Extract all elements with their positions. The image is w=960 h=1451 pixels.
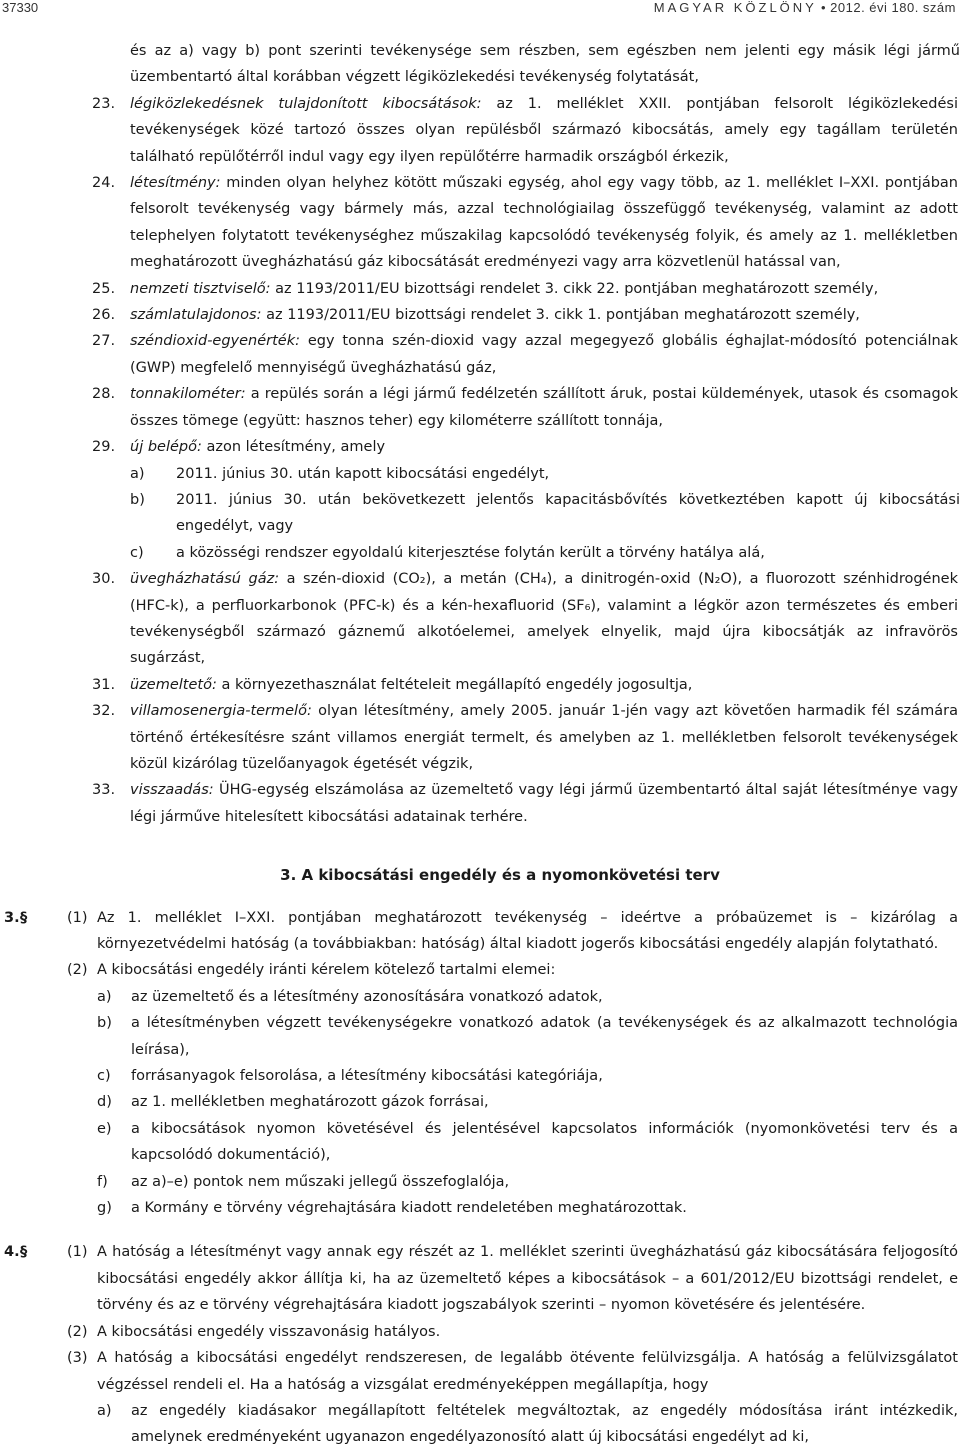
- list-label: d): [97, 1094, 112, 1111]
- list-item: [0, 1010, 960, 1063]
- paragraph-index: (1): [67, 909, 88, 926]
- definition-number: 24.: [92, 175, 116, 192]
- definition-text: ÜHG-egység elszámolása az üzemeltető vagy légi jármű üzembentartó által saját létesítménye vagy légi járműve hitelesített kibocsátási adatainak terhére.: [130, 782, 958, 825]
- journal-name: MAGYAR KÖZLÖNY: [653, 0, 817, 15]
- definition-item: [0, 276, 960, 302]
- section-3: [0, 905, 960, 1222]
- list-label: a): [97, 988, 112, 1005]
- definition-item: [0, 381, 960, 434]
- list-label: e): [97, 1120, 112, 1137]
- definition-number: 31.: [92, 676, 116, 693]
- paragraph-index: (2): [67, 1323, 88, 1340]
- definition-item: [0, 302, 960, 328]
- paragraph-text: A hatóság a létesítményt vagy annak egy részét az 1. melléklet szerinti üvegházhatású gáz kibocsátására feljogosító kibocsátási engedély akkor állítja ki, ha az üzemeltető képes a kibocsátások – a 601/2012/EU bizottsági rendelet, e törvény és az e törvény végrehajtására kiadott jogszabályok szerinti – nyomon követésére és jelentésére.: [97, 1244, 958, 1314]
- definition-term: légiközlekedésnek tulajdonított kibocsátások:: [130, 95, 482, 112]
- paragraph-index: (3): [67, 1350, 88, 1367]
- list-item: [0, 1063, 960, 1089]
- section-4-paragraph-3: [0, 1345, 960, 1398]
- definition-number: 30.: [92, 571, 116, 588]
- list-label: b): [97, 1015, 112, 1032]
- definition-term: létesítmény:: [130, 175, 221, 192]
- definition-term: széndioxid-egyenérték:: [130, 333, 301, 350]
- list-item: [0, 1169, 960, 1195]
- page-number: 37330: [2, 0, 39, 15]
- list-label: a): [97, 1402, 112, 1419]
- definition-item: [0, 566, 960, 672]
- sublist-label: a): [130, 465, 145, 482]
- list-item: [0, 1195, 960, 1221]
- list-text: az üzemeltető és a létesítmény azonosítására vonatkozó adatok,: [131, 988, 603, 1005]
- definition-item: [0, 698, 960, 777]
- section-3-paragraph-1: [0, 905, 960, 958]
- sublist-text: 2011. június 30. után bekövetkezett jelentős kapacitásbővítés következtében kapott új kibocsátási engedélyt, vagy: [176, 491, 960, 535]
- section-spacer: [0, 1221, 960, 1239]
- definition-item: [0, 672, 960, 698]
- journal-title: [654, 0, 956, 15]
- journal-issue: • 2012. évi 180. szám: [820, 0, 956, 15]
- list-label: f): [97, 1173, 108, 1190]
- definition-number: 26.: [92, 307, 116, 324]
- section-sign: §: [20, 1244, 28, 1261]
- section-4-paragraph-2: [0, 1319, 960, 1345]
- sublist-text: a közösségi rendszer egyoldalú kiterjesztése folytán került a törvény hatálya alá,: [176, 544, 765, 561]
- sublist-item: [0, 540, 960, 566]
- paragraph-index: (2): [67, 962, 88, 979]
- list-item: [0, 1398, 960, 1451]
- definition-term: visszaadás:: [130, 782, 214, 799]
- chapter-heading: 3. A kibocsátási engedély és a nyomonkövetési terv: [280, 866, 720, 885]
- sublist-item: [0, 487, 960, 540]
- list-text: az a)–e) pontok nem műszaki jellegű összefoglalója,: [131, 1173, 510, 1190]
- paragraph-text: A kibocsátási engedély visszavonásig hatályos.: [97, 1323, 441, 1340]
- document-body: [0, 38, 960, 1451]
- list-item: [0, 1116, 960, 1169]
- definition-text: a szén-dioxid (CO₂), a metán (CH₄), a dinitrogén-oxid (N₂O), a fluorozott szénhidrogének (HFC-k), a perfluorkarbonok (PFC-k) és a kén-hexafluorid (SF₆), valamint a légkör azon természetes és emberi tevékenységből származó gáznemű alkotóelemei, amelyek elnyelik, majd újra kibocsátják az infravörös sugárzást,: [130, 571, 958, 667]
- definition-term: nemzeti tisztviselő:: [130, 280, 271, 297]
- sublist-item: [0, 461, 960, 487]
- definition-item: [0, 777, 960, 830]
- definition-number: 33.: [92, 782, 116, 799]
- definition-item: [0, 170, 960, 276]
- section-number: 4.: [4, 1244, 20, 1261]
- list-text: a kibocsátások nyomon követésével és jelentésével kapcsolatos információk (nyomonkövetési terv és a kapcsolódó dokumentáció),: [131, 1120, 958, 1164]
- definition-item: [0, 91, 960, 170]
- definition-text: minden olyan helyhez kötött műszaki egység, ahol egy vagy több, az 1. melléklet I–XXI. pontjában felsorolt tevékenység vagy bármely más, azzal technológiailag összefüggő tevékenység, valamint az adott telephelyen folytatott tevékenységhez műszakilag kapcsolódó tevékenység folyik, és amely az 1. mellékletben meghatározott üvegházhatású gáz kibocsátását eredményezi vagy arra közvetlenül hatással van,: [130, 175, 958, 271]
- definition-text: olyan létesítmény, amely 2005. január 1-jén vagy azt követően harmadik fél számára történő értékesítésre szánt villamos energiát termelt, és amelyben az 1. mellékletben felsorolt tevékenységek közül kizárólag tüzelőanyagok égetését végzik,: [130, 703, 958, 772]
- section-4-paragraph-1: [0, 1239, 960, 1318]
- definition-number: 28.: [92, 386, 116, 403]
- definition-number: 29.: [92, 439, 116, 456]
- list-label: c): [97, 1068, 111, 1085]
- new-entrant-sublist: [0, 461, 960, 567]
- definition-text: azon létesítmény, amely: [201, 439, 386, 456]
- paragraph-text: Az 1. melléklet I–XXI. pontjában meghatározott tevékenység – ideértve a próbaüzemet is – kizárólag a környezetvédelmi hatóság (a továbbiakban: hatóság) által kiadott jogerős kibocsátási engedély alapján folytatható.: [97, 909, 958, 952]
- list-text: az engedély kiadásakor megállapított feltételek megváltoztak, az engedély módosítása iránt intézkedik, amelynek eredményeként ugyanazon engedélyazonosító alatt új kibocsátási engedélyt ad ki,: [131, 1402, 958, 1446]
- paragraph-text: A kibocsátási engedély iránti kérelem kötelező tartalmi elemei:: [97, 962, 556, 979]
- definition-term: üzemeltető:: [130, 676, 217, 693]
- list-text: az 1. mellékletben meghatározott gázok forrásai,: [131, 1094, 489, 1111]
- definition-text: egy tonna szén-dioxid vagy azzal megegyező globális éghajlat-módosító potenciálnak (GWP) megfelelő mennyiségű üvegházhatású gáz,: [130, 333, 958, 376]
- list-text: a létesítményben végzett tevékenységekre vonatkozó adatok (a tevékenységek és az alkalmazott technológia leírása),: [131, 1015, 958, 1058]
- definition-term: új belépő:: [130, 439, 202, 456]
- sublist-label: b): [130, 491, 145, 508]
- definition-item: [0, 434, 960, 460]
- definition-term: számlatulajdonos:: [130, 307, 262, 324]
- definition-text: az 1193/2011/EU bizottsági rendelet 3. cikk 1. pontjában meghatározott személy,: [261, 307, 860, 324]
- definition-term: tonnakilométer:: [130, 386, 246, 403]
- definition-term: üvegházhatású gáz:: [130, 571, 280, 588]
- section-number: 3.: [4, 909, 20, 926]
- definition-number: 25.: [92, 280, 116, 297]
- list-item: [0, 1089, 960, 1115]
- list-text: forrásanyagok felsorolása, a létesítmény kibocsátási kategóriája,: [131, 1068, 603, 1085]
- definition-text: a repülés során a légi jármű fedélzetén szállított áruk, postai küldemények, utasok és csomagok összes tömege (együtt: hasznos teher) egy kilométerre szállított tonnája,: [130, 386, 958, 429]
- section-3-paragraph-2: [0, 957, 960, 983]
- definition-text: az 1193/2011/EU bizottsági rendelet 3. cikk 22. pontjában meghatározott személy,: [270, 280, 879, 297]
- definition-number: 32.: [92, 703, 116, 720]
- section-sign: §: [20, 909, 28, 926]
- definition-text: az 1. melléklet XXII. pontjában felsorolt légiközlekedési tevékenységek közé tartozó összes olyan repülésből származó kibocsátás, amely egy tagállam területén található repülőtérről indul vagy egy ilyen repülőtérre harmadik országból érkezik,: [130, 95, 958, 165]
- intro-continuation: és az a) vagy b) pont szerinti tevékenysége sem részben, sem egészben nem jelenti egy másik légi jármű üzembentartó által korábban végzett légiközlekedési tevékenység folytatását,: [130, 43, 960, 86]
- definition-list-continued: [0, 566, 960, 830]
- section-4: [0, 1239, 960, 1450]
- definition-number: 23.: [92, 95, 116, 112]
- definition-text: a környezethasználat feltételeit megállapító engedély jogosultja,: [216, 676, 693, 693]
- sublist-label: c): [130, 544, 144, 561]
- sublist-text: 2011. június 30. után kapott kibocsátási engedélyt,: [176, 465, 550, 482]
- definition-term: villamosenergia-termelő:: [130, 703, 312, 720]
- list-text: a Kormány e törvény végrehajtására kiadott rendeletében meghatározottak.: [131, 1200, 687, 1217]
- paragraph-index: (1): [67, 1244, 88, 1261]
- list-label: g): [97, 1200, 112, 1217]
- page-header: [0, 0, 960, 16]
- list-item: [0, 984, 960, 1010]
- definition-item: [0, 328, 960, 381]
- definition-list: [0, 91, 960, 461]
- definition-number: 27.: [92, 333, 116, 350]
- paragraph-text: A hatóság a kibocsátási engedélyt rendszeresen, de legalább ötévente felülvizsgálja. A hatóság a felülvizsgálatot végzéssel rendeli el. Ha a hatóság a vizsgálat eredményeképpen megállapítja, hogy: [97, 1350, 958, 1393]
